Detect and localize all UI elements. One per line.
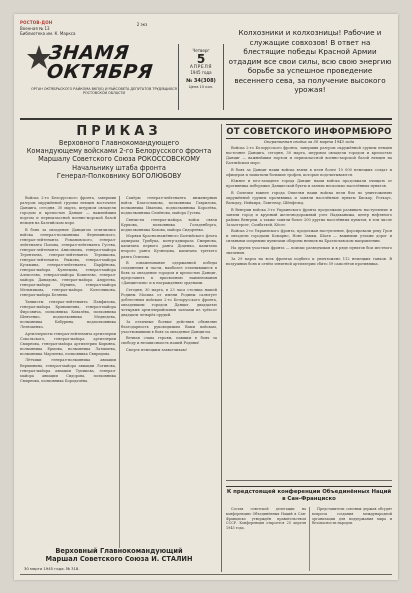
newspaper-logo [26, 44, 176, 104]
order-paragraph: В ознаменование одержанной победы соединения и части, наиболее отличившиеся в боях за овладение городом и крепостью Данциг, представить к присвоению наименования «Данцигских» и к награждению орденами. [121, 261, 217, 286]
sovinform-subtitle: Оперативная сводка за 30 марта 1945 года [263, 139, 355, 144]
section-divider [226, 480, 392, 481]
sovinform-body [226, 146, 392, 484]
un-column-left [226, 507, 306, 571]
issue-info [178, 44, 224, 110]
sovinform-paragraph: Южнее и юго-западнее города Данциг наши войска продолжали очищать от противника побережье Данцигской бухты и заняли несколько населённых пунктов. [226, 179, 392, 189]
signature-title: Верховный Главнокомандующий [55, 547, 183, 555]
un-conference-body [226, 507, 392, 571]
un-paragraph: Представители союзных держав обсудят вопросы создания международной организации для поддержания мира и безопасности народов. [312, 507, 392, 526]
stamp-line: Военная № 13 [20, 25, 50, 31]
stamp-city: РОСТОВ-ДОН [20, 20, 53, 25]
column-divider [309, 507, 310, 571]
order-title: ПРИКАЗ [76, 124, 162, 139]
issue-price: Цена 15 коп. [188, 85, 214, 89]
order-paragraph: Войска 2-го Белорусского фронта, завершив разгром окружённой группы немцев восточнее Данцига, сегодня, 30 марта, штурмом овладели городом и крепостью Данциг — важнейшим портом и первоклассной военно-морской базой немцев на Балтийском море. [20, 196, 116, 226]
issue-day: 5 [196, 52, 206, 66]
issue-number: № 34(308) [186, 78, 216, 84]
un-conference-title: К предстоящей конференции Объединённых Наций в Сан-Франциско [226, 489, 392, 502]
order-date: 30 марта 1945 года. № 318. [24, 566, 80, 571]
sovinform-title: ОТ СОВЕТСКОГО ИНФОРМБЮРО [226, 124, 392, 139]
bottom-rule [20, 574, 392, 575]
order-paragraph: Лётчики генерал-полковника авиации Вершинина, генерал-майора авиации Логинова, генерал-майора авиации Тупикова, генерал-майора авиации Сидорова, полковника Смирнова, полковника Бородачёва. [20, 358, 116, 383]
order-paragraph: Артиллеристы генерал-лейтенанта артиллерии Сокольского, генерал-майора артиллерии Смирнова, генерал-майора артиллерии Кирьяна, полковника Ершова, полковника Латышева, полковника Марченко, полковника Свиридова. [20, 331, 116, 356]
order-paragraph: Моряки Краснознамённого Балтийского флота адмирала Трибуца, контр-адмирала Смирнова, капитана первого ранга Доценко, капитана второго ранга Кузнецова, капитана третьего ранга Осипова. [121, 234, 217, 259]
order-paragraph: За отличные боевые действия объявляю благодарность руководимым Вами войскам, участвовавшим в боях за овладение Данцигом. [121, 319, 217, 334]
un-paragraph: Состав советской делегации на конференцию Объединённых Наций в Сан-Франциско утверждён правительством СССР. Конференция откроется 25 апреля 1945 года. [226, 507, 306, 531]
sovinform-paragraph: На других участках фронта — поиски разведчиков и в ряде пунктов бои местного значения. [226, 245, 392, 255]
issue-weekday: Четверг [192, 48, 210, 53]
newspaper-subtitle: ОРГАН ОКТЯБРЬСКОГО РАЙКОМА ВКП(Б) И РАЙСОВЕТА ДЕПУТАТОВ ТРУДЯЩИХСЯ РОСТОВСКОЙ ОБЛАСТИ [31, 87, 177, 96]
sovinform-paragraph: В боях за Данциг наши войска взяли в плен более 10 000 немецких солдат и офицеров и захватили большие трофеи, которые подсчитываются. [226, 167, 392, 177]
title-line-2: ОКТЯБРЯ [45, 61, 155, 83]
order-head-line: Маршалу Советского Союза РОКОССОВСКОМУ [38, 155, 200, 164]
un-column-right [312, 507, 392, 571]
newspaper-title [46, 44, 180, 82]
order-addressee [20, 139, 218, 180]
order-paragraph: Сегодня, 30 марта, в 23 часа столица нашей Родины Москва от имени Родины салютует доблестным войскам 2-го Белорусского фронта, овладевшим городом Данциг, двадцатью четырьмя артиллерийскими залпами из трёхсот двадцати четырёх орудий. [121, 287, 217, 318]
newspaper-page [14, 14, 398, 580]
order-article [20, 124, 218, 383]
issue-year: 1945 года [190, 70, 212, 75]
sovinform-paragraph: В Венгрии войска 3-го Украинского фронта продолжали развивать наступление и заняли город и крупный железнодорожный узел Надьканижа, центр нефтяного района Венгрии, а также заняли более 200 других населённых пунктов, в том числе Залаэгерсег, Сомбатхей, Кёсег. [226, 207, 392, 227]
library-stamp [20, 20, 98, 37]
order-body [20, 196, 218, 548]
sovinform-paragraph: Войска 2-го Украинского фронта, продолжая наступление, форсировали реку Грон и овладели городами Комарно, Нове Замки, Шаля — важными узлами дорог и сильными опорными пунктами обороны немцев на Братиславском направлении. [226, 229, 392, 244]
order-column-left [20, 196, 116, 548]
order-paragraph: Связисты генерал-майора войск связи Куркова, полковника Гольденберга, подполковника Кокова, майора Сидоренко. [121, 217, 217, 232]
order-signature [20, 547, 218, 563]
order-paragraph: Смерть немецким захватчикам! [126, 347, 188, 352]
title-line-1: ЗНАМЯ [47, 42, 131, 64]
order-head-line: Генерал-Полковнику БОГОЛЮБОВУ [56, 171, 182, 180]
copy-note: 2 экз [136, 22, 148, 27]
order-paragraph: Танкисты генерал-лейтенанта Панфилова, генерал-майора Кривошеина, генерал-майора Фирсовича, полковника Ковалёва, полковника Шевченко, подполковника Медведева, полковника Бабурина, подполковника Лелюшенко. [20, 299, 116, 330]
order-paragraph: Сапёры генерал-лейтенанта инженерных войск Благославова, полковника Гаврилова, полковника Иванова, подполковника Королёва, подполковника Семёнова, майора Гусева. [121, 196, 217, 216]
order-head-line: Верховного Главнокомандующего [58, 139, 180, 147]
order-paragraph: В боях за овладение Данцигом отличились войска генерал-полковника Федюнинского, генерал-лейтенанта Романовского, генерал-лейтенанта Попова, генерал-лейтенанта Гусева, генерал-лейтенанта Анисимова, генерал-майора Терентьева, генерал-лейтенанта Терешкова, генерал-лейтенанта Рыжова, генерал-майора Кузьмина, генерал-лейтенанта Парфёнова, генерал-майора Кузнецова, генерал-майора Алексеева, генерал-майора Кошелева, генерал-майора Давыдова, генерал-майора Андреева, генерал-майора Мухина, генерал-майора Мельникова, генерал-майора Колесникова, генерал-майора Беляева. [20, 227, 116, 298]
masthead-rule [20, 118, 392, 120]
order-head-line: Начальнику штаба фронта [72, 163, 166, 172]
masthead [20, 20, 392, 118]
stamp-library: Библиотека им. К. Маркса [20, 31, 76, 36]
appeal-headline: Колхозники и колхозницы! Рабочие и служащие совхозов! В ответ на блестящие победы Красной Армии отдадим все свои силы, всю свою энергию борьбе за успешное проведение весеннего сева, за получение высокого урожая! [228, 28, 392, 94]
main-column-divider [221, 124, 222, 572]
column-divider [119, 196, 120, 548]
order-head-line: Командующему войсками 2-го Белорусского фронта [26, 147, 212, 156]
un-conference-article [226, 486, 392, 573]
sovinform-paragraph: В Силезии южнее города Оппельн наши войска вели бои по уничтожению окружённой группы противника и заняли населённые пункты Бискау, Ротхаус, Вальдау, Нейкирх, Лангенау, Шёнфельд. [226, 190, 392, 205]
sovinform-paragraph: Войска 2-го Белорусского фронта, завершив разгром окружённой группы немцев восточнее Данцига, сегодня, 30 марта, штурмом овладели городом и крепостью Данциг — важнейшим портом и первоклассной военно-морской базой немцев на Балтийском море. [226, 146, 392, 166]
signature-name: Маршал Советского Союза И. СТАЛИН [45, 555, 193, 563]
sovinform-article [226, 124, 392, 267]
order-column-right [121, 196, 217, 548]
issue-month: АПРЕЛЯ [189, 65, 213, 70]
sovinform-paragraph: За 29 марта на всех фронтах подбито и уничтожено 112 немецких танков. В воздушных боях и огнём зенитной артиллерии сбито 59 самолётов противника. [226, 257, 392, 267]
order-paragraph: Вечная слава героям, павшим в боях за свободу и независимость нашей Родины! [121, 336, 217, 346]
